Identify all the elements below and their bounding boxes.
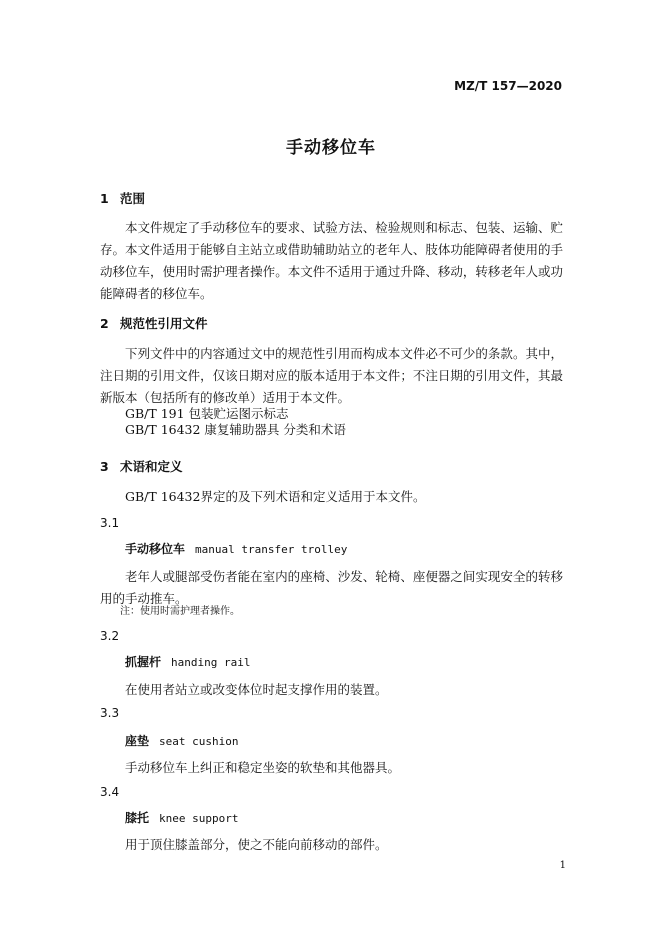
section-title: 规范性引用文件 xyxy=(120,316,208,331)
terms-intro: GB/T 16432界定的及下列术语和定义适用于本文件。 xyxy=(125,489,426,504)
term-entry xyxy=(125,809,239,826)
term-definition: 用于顶住膝盖部分，使之不能向前移动的部件。 xyxy=(125,837,388,852)
term-chinese: 手动移位车 xyxy=(125,542,186,556)
section-heading-terms xyxy=(100,457,183,475)
standard-number: MZ/T 157—2020 xyxy=(454,79,562,93)
term-entry xyxy=(125,653,251,670)
scope-paragraph-1: 本文件规定了手动移位车的要求、试验方法、检验规则和标志、包装、运输、贮存。 xyxy=(100,220,563,257)
section-number: 1 xyxy=(100,191,109,206)
reference-item: GB/T 16432 康复辅助器具 分类和术语 xyxy=(125,422,346,437)
term-english: handing rail xyxy=(171,656,251,669)
term-chinese: 抓握杆 xyxy=(125,655,162,669)
scope-paragraph-2: 本文件适用于能够自主站立或借助辅助站立的老年人、肢体功能障碍者使用的手动移位车，使用时需护理者操作。本文件不适用于通过升降、移动，转移老年人或功能障碍者的移位车。 xyxy=(100,242,563,301)
term-number: 3.3 xyxy=(100,706,120,720)
term-definition: 手动移位车上纠正和稳定坐姿的软垫和其他器具。 xyxy=(125,760,401,775)
term-english: manual transfer trolley xyxy=(195,543,348,556)
section-title: 术语和定义 xyxy=(120,459,183,474)
references-paragraph: 下列文件中的内容通过文中的规范性引用而构成本文件必不可少的条款。其中，注日期的引用文件，仅该日期对应的版本适用于本文件；不注日期的引用文件，其最新版本（包括所有的修改单）适用于本文件。 xyxy=(100,346,563,405)
term-english: seat cushion xyxy=(159,735,239,748)
section-title: 范围 xyxy=(120,191,146,206)
document-title: 手动移位车 xyxy=(286,138,376,158)
term-chinese: 膝托 xyxy=(125,811,150,825)
term-chinese: 座垫 xyxy=(125,734,150,748)
section-number: 3 xyxy=(100,459,109,474)
term-entry xyxy=(125,732,239,749)
term-number: 3.2 xyxy=(100,629,120,643)
term-note: 注：使用时需护理者操作。 xyxy=(120,606,240,617)
term-definition: 老年人或腿部受伤者能在室内的座椅、沙发、轮椅、座便器之间实现安全的转移用的手动推车。 xyxy=(100,569,563,606)
section-number: 2 xyxy=(100,316,109,331)
term-definition: 在使用者站立或改变体位时起支撑作用的装置。 xyxy=(125,682,388,697)
section-heading-scope xyxy=(100,189,145,207)
term-english: knee support xyxy=(159,812,239,825)
reference-item: GB/T 191 包装贮运图示标志 xyxy=(125,406,289,421)
term-entry xyxy=(125,540,347,557)
term-number: 3.1 xyxy=(100,516,120,530)
term-number: 3.4 xyxy=(100,785,120,799)
page-number: 1 xyxy=(559,860,566,871)
section-heading-references xyxy=(100,314,208,332)
